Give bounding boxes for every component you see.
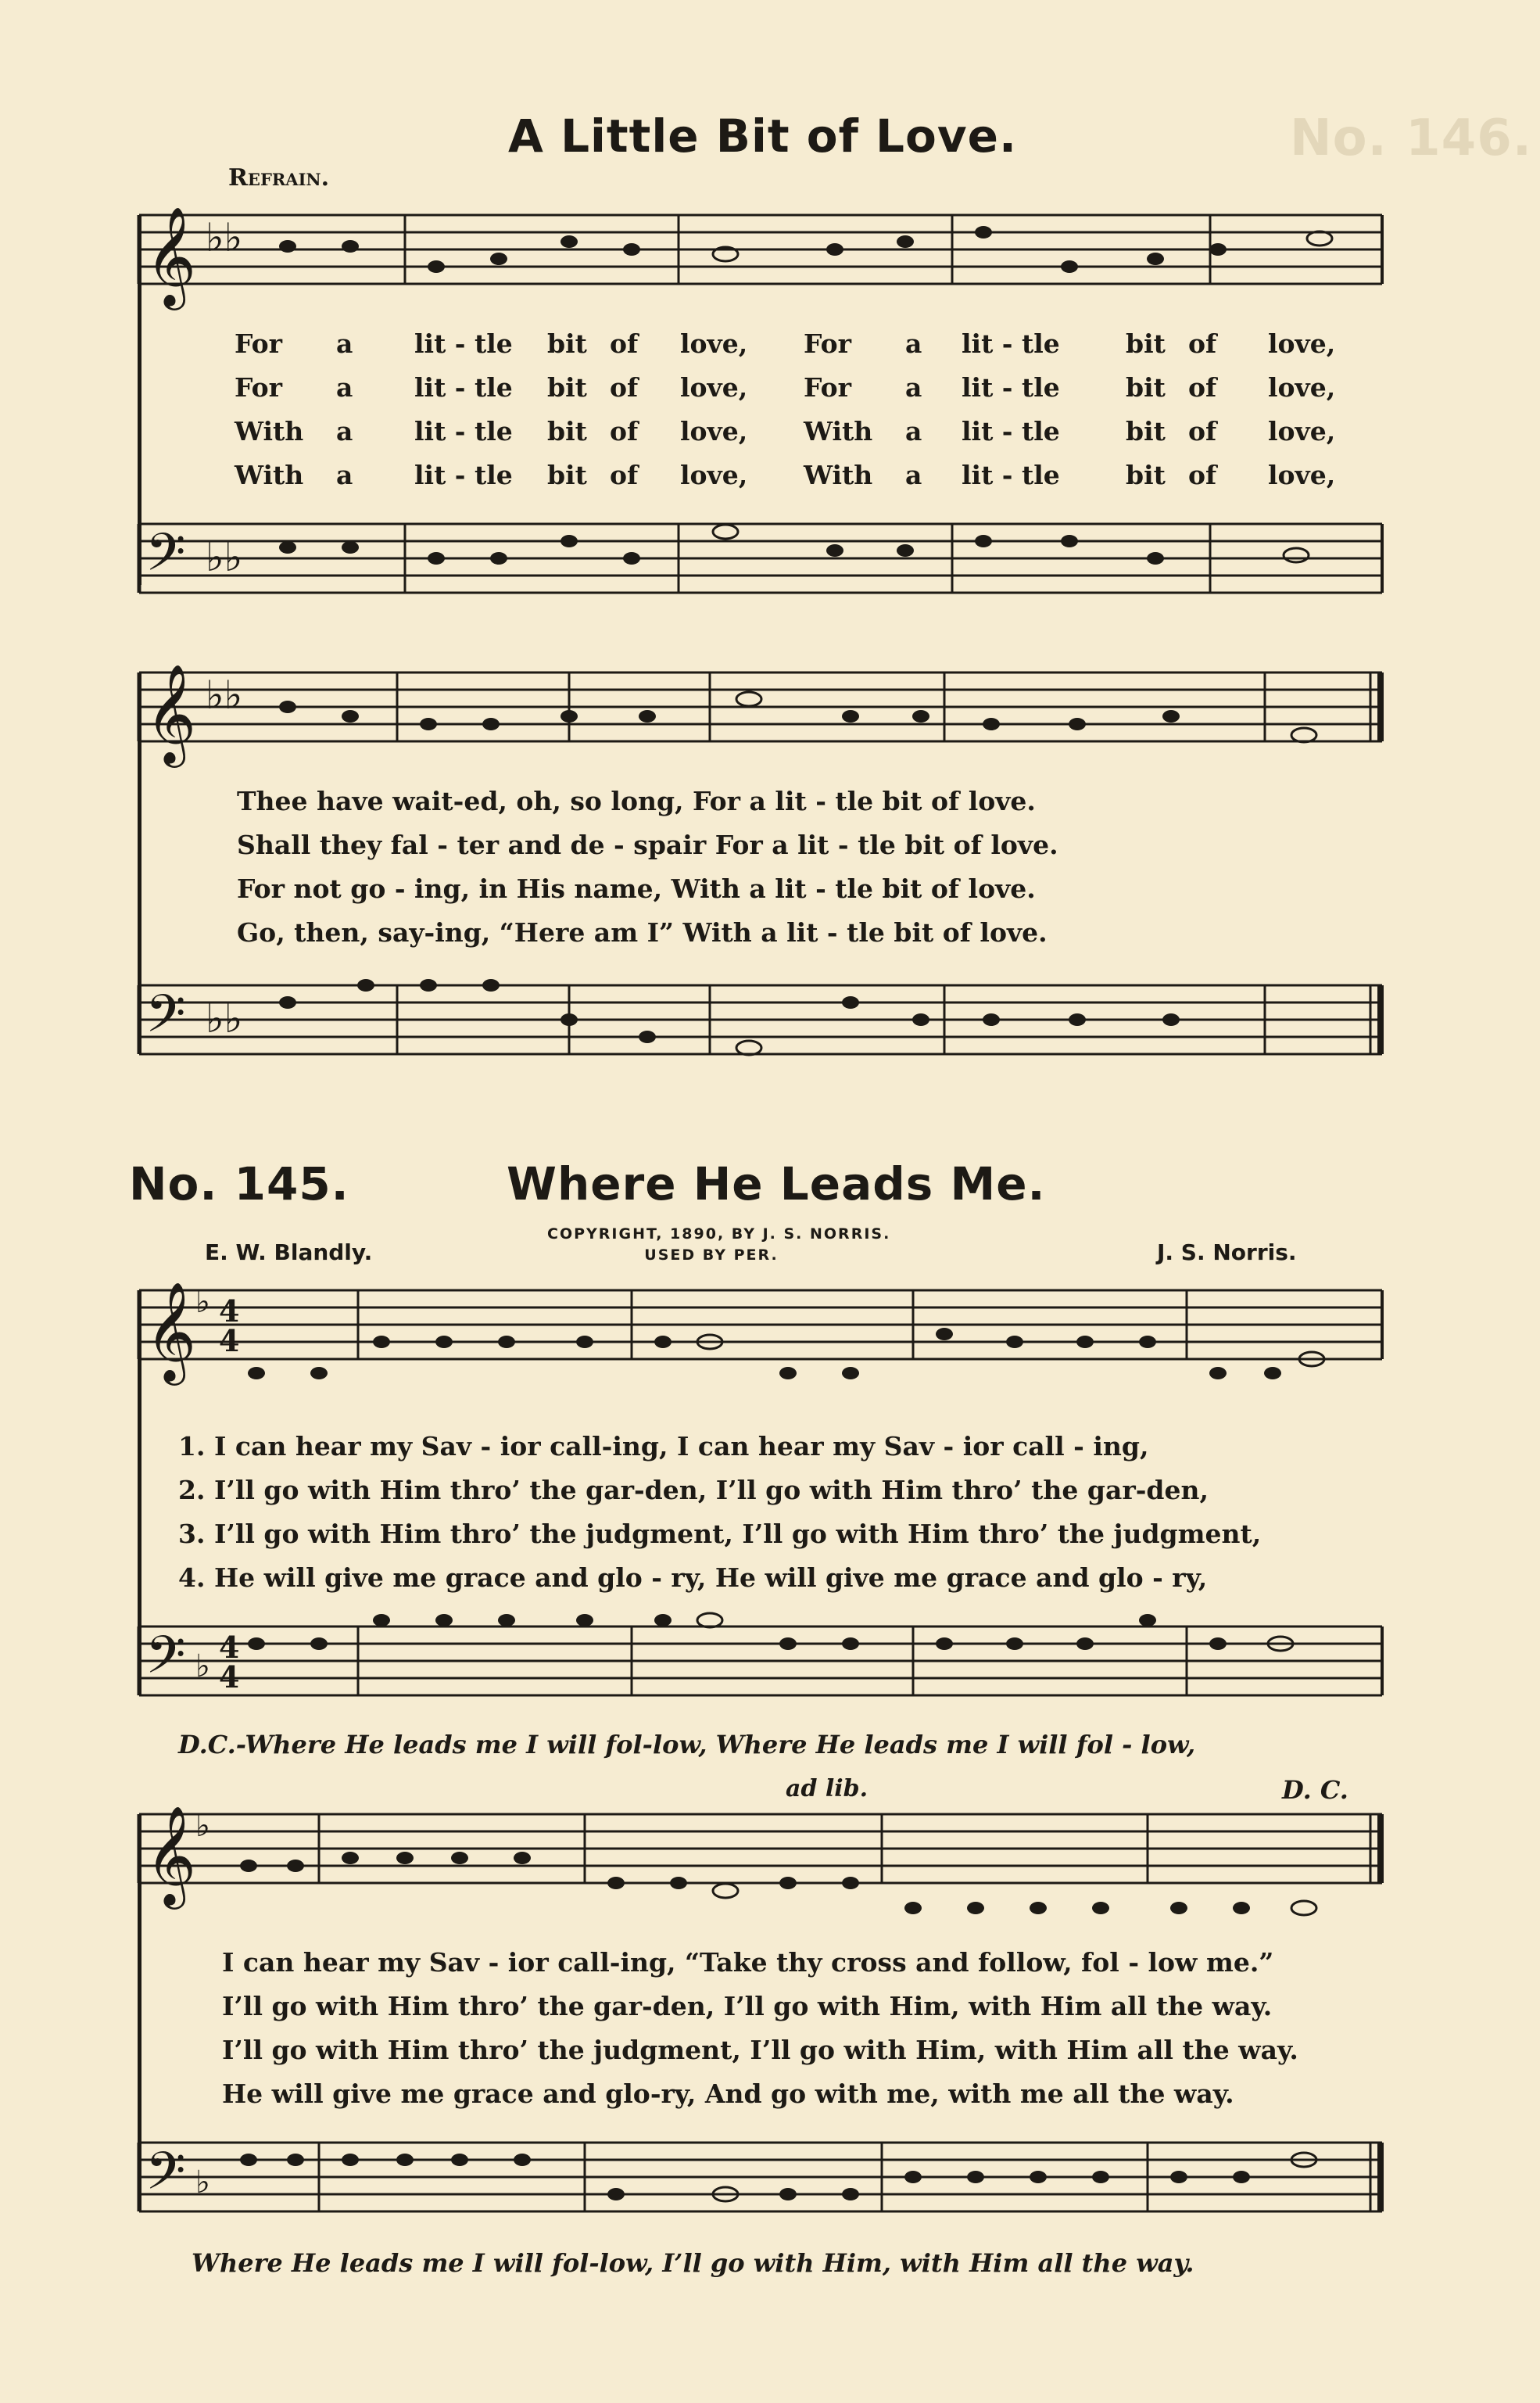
staff-system1-treble [131,199,1390,332]
system3-brace-line [138,1290,141,1695]
staff-system3-bass [131,1611,1390,1728]
staff-system2-treble [131,657,1390,790]
staff-system4-treble [131,1799,1390,1939]
svg-text:𝄢: 𝄢 [145,1625,186,1698]
hymn-title-little-bit-of-love: A Little Bit of Love. [508,109,1018,163]
staff-system4-bass [131,2127,1390,2244]
refrain-label: Refrain. [228,164,330,192]
svg-text:♭♭: ♭♭ [206,672,243,718]
lyric-line: Shall they fal - ter and de - spair For a lit - tle bit of love. [237,830,1058,860]
hymn-title-where-he-leads-me: Where He Leads Me. [507,1157,1046,1210]
svg-text:4: 4 [219,1293,240,1329]
chorus-line: He will give me grace and glo-ry, And go with me, with me all the way. [222,2078,1234,2109]
svg-text:𝄞: 𝄞 [145,663,197,763]
svg-text:♭♭: ♭♭ [206,996,243,1042]
svg-text:♭♭: ♭♭ [206,535,243,580]
svg-text:𝄞: 𝄞 [145,206,197,306]
dc-marking: D. C. [1282,1775,1348,1805]
svg-text:𝄞: 𝄞 [145,1281,197,1381]
lyric-line: For not go - ing, in His name, With a lit - tle bit of love. [237,873,1036,904]
system1-brace-line [138,215,141,585]
verse-line: 1. I can hear my Sav - ior call-ing, I can hear my Sav - ior call - ing, [178,1431,1149,1462]
svg-text:𝄢: 𝄢 [145,522,186,595]
svg-text:♭: ♭ [195,1284,210,1320]
staff-system2-bass [131,970,1390,1087]
svg-text:𝄢: 𝄢 [145,984,186,1056]
svg-text:♭♭: ♭♭ [206,215,243,260]
bottom-refrain-line: Where He leads me I will fol-low, I’ll go with Him, with Him all the way. [192,2248,1194,2278]
chorus-line: I’ll go with Him thro’ the gar-den, I’ll go with Him, with Him all the way. [222,1991,1273,2021]
svg-text:𝄞: 𝄞 [145,1805,197,1905]
verse-line: 2. I’ll go with Him thro’ the gar-den, I’ll go with Him thro’ the gar-den, [178,1475,1209,1505]
svg-text:♭: ♭ [195,2164,210,2200]
chorus-line: I’ll go with Him thro’ the judgment, I’ll go with Him, with Him all the way. [222,2035,1298,2065]
system4-brace-line [138,1814,141,2211]
svg-text:𝄢: 𝄢 [145,2141,186,2214]
hymn-number: No. 145. [129,1157,349,1210]
verse-line: 4. He will give me grace and glo - ry, He will give me grace and glo - ry, [178,1562,1208,1593]
verse-line: 3. I’ll go with Him thro’ the judgment, I’ll go with Him thro’ the judgment, [178,1519,1262,1549]
chorus-line: I can hear my Sav - ior call-ing, “Take thy cross and follow, fol - low me.” [222,1947,1274,1978]
ad-lib-marking: ad lib. [786,1775,868,1802]
dc-line: D.C.-Where He leads me I will fol-low, Where He leads me I will fol - low, [178,1730,1196,1759]
svg-text:♭: ♭ [195,1648,210,1684]
author-credit: E. W. Blandly. [205,1239,373,1265]
svg-text:4: 4 [219,1630,240,1665]
staff-system1-bass [131,508,1390,626]
staff-system3-treble [131,1275,1390,1408]
svg-text:♭: ♭ [195,1808,210,1844]
svg-text:4: 4 [219,1659,240,1695]
faded-page-number: No. 146. [1290,109,1533,167]
svg-text:4: 4 [219,1323,240,1358]
system2-brace-line [138,672,141,1054]
composer-credit: J. S. Norris. [1157,1239,1297,1265]
copyright-notice: COPYRIGHT, 1890, BY J. S. NORRIS. USED BY PER. [547,1225,891,1264]
lyric-line: Thee have wait-ed, oh, so long, For a lit - tle bit of love. [237,786,1036,816]
lyric-line: Go, then, say-ing, “Here am I” With a lit - tle bit of love. [237,917,1048,948]
